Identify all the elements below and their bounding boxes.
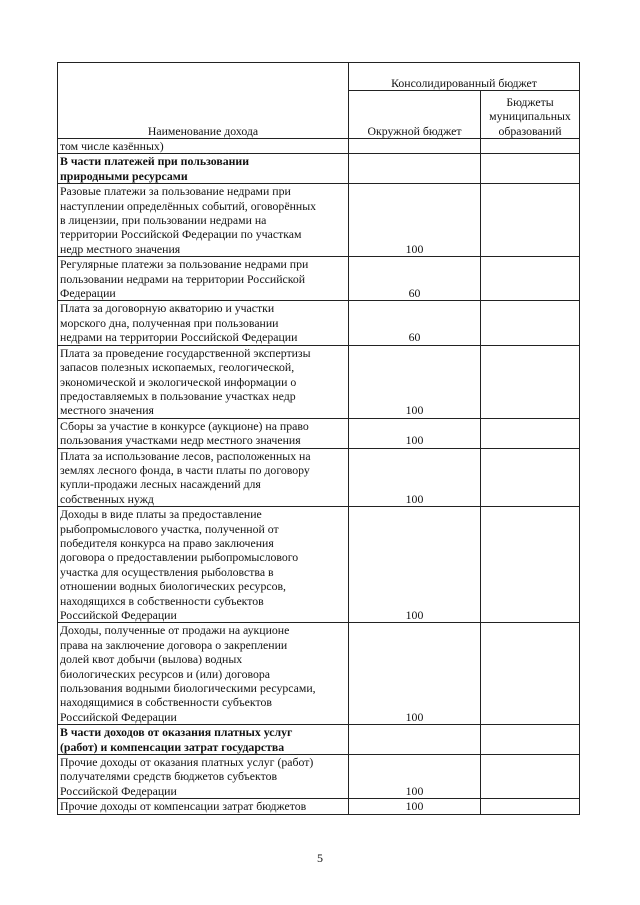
income-name-line: недр местного значения [60, 241, 181, 256]
income-name-line: Регулярные платежи за пользование недрами при [60, 257, 309, 272]
income-name-line: договора о предоставлении рыбопромыслового [60, 550, 299, 565]
header-consolidated: Консолидированный бюджет [349, 63, 580, 91]
income-name-line: Федерации [60, 286, 116, 301]
okrug-value: 100 [349, 755, 481, 799]
table-row [58, 418, 580, 448]
income-name-line: Доходы, полученные от продажи на аукционе [60, 623, 290, 638]
income-name-line: природными ресурсами [60, 168, 188, 183]
income-name-line: В части доходов от оказания платных услуг [60, 725, 293, 740]
income-name [58, 139, 349, 154]
okrug-value: 100 [349, 799, 481, 814]
income-name-line: Разовые платежи за пользование недрами при [60, 184, 291, 199]
income-name-line: пользования водными биологическими ресурсами, [60, 681, 316, 696]
okrug-value: 100 [349, 623, 481, 725]
section-title [58, 725, 349, 755]
income-name-line: экономической и экологической информации о [60, 374, 297, 389]
section-row [58, 154, 580, 184]
income-name-line: Российской Федерации [60, 783, 177, 798]
income-name-line: Доходы в виде платы за предоставление [60, 507, 262, 522]
income-name [58, 257, 349, 301]
municipal-value [481, 507, 580, 623]
budget-table [57, 62, 580, 815]
table-row [58, 257, 580, 301]
income-name-line: Плата за проведение государственной экспертизы [60, 345, 311, 360]
income-name-line: запасов полезных ископаемых, геологической, [60, 360, 295, 375]
municipal-value [481, 623, 580, 725]
municipal-value [481, 139, 580, 154]
income-name-line: Плата за договорную акваторию и участки [60, 301, 275, 316]
table-row [58, 184, 580, 257]
income-name-line: морского дна, полученная при пользовании [60, 315, 279, 330]
income-name-line: собственных нужд [60, 491, 154, 506]
header-okrug: Окружной бюджет [349, 91, 481, 139]
income-name-line: Российской Федерации [60, 608, 177, 622]
income-name-line: Сборы за участие в конкурсе (аукционе) на право [60, 418, 309, 433]
municipal-value [481, 301, 580, 345]
income-name-line: недрами на территории Российской Федерации [60, 330, 298, 345]
table-row [58, 755, 580, 799]
table-body [58, 63, 580, 815]
municipal-value [481, 257, 580, 301]
okrug-value: 60 [349, 301, 481, 345]
income-name-line: в лицензии, при пользовании недрами на [60, 213, 267, 228]
okrug-value [349, 154, 481, 184]
income-name-line: получателями средств бюджетов субъектов [60, 769, 278, 784]
table-row [58, 139, 580, 154]
income-name-line: Прочие доходы от компенсации затрат бюджетов [60, 799, 307, 814]
page-number: 5 [317, 851, 323, 865]
municipal-value [481, 725, 580, 755]
header-municipal [481, 91, 580, 139]
okrug-value: 100 [349, 448, 481, 507]
income-name-line: местного значения [60, 403, 154, 418]
income-name-line: Прочие доходы от оказания платных услуг (работ) [60, 755, 314, 770]
income-name-line: долей квот добычи (вылова) водных [60, 652, 243, 667]
income-name-line: участка для осуществления рыболовства в [60, 564, 274, 579]
municipal-value [481, 345, 580, 418]
table-row [58, 448, 580, 507]
header-municipal-line: Бюджеты [506, 94, 554, 109]
okrug-value [349, 725, 481, 755]
header-name: Наименование дохода [58, 63, 349, 139]
section-row [58, 725, 580, 755]
municipal-value [481, 448, 580, 507]
income-name-line: права на заключение договора о закреплении [60, 637, 288, 652]
income-name [58, 623, 349, 725]
income-name-line: Российской Федерации [60, 709, 177, 724]
income-name-line: Плата за использование лесов, расположенных на [60, 448, 311, 463]
table-row [58, 507, 580, 623]
income-name-line: территории Российской Федерации по участкам [60, 227, 302, 242]
income-name-line: находящихся в собственности субъектов [60, 593, 264, 608]
income-name-line: биологических ресурсов и (или) договора [60, 666, 270, 681]
income-name-line: наступлении определённых событий, оговорённых [60, 198, 317, 213]
okrug-value: 100 [349, 184, 481, 257]
income-name-line: (работ) и компенсации затрат государства [60, 739, 285, 754]
income-name-line: победителя конкурса на право заключения [60, 535, 274, 550]
income-name [58, 507, 349, 623]
income-name-line: пользования участками недр местного значения [60, 433, 301, 448]
income-name [58, 448, 349, 507]
okrug-value [349, 139, 481, 154]
header-row-1 [58, 63, 580, 91]
income-name [58, 301, 349, 345]
income-name [58, 345, 349, 418]
okrug-value: 100 [349, 418, 481, 448]
municipal-value [481, 755, 580, 799]
okrug-value: 60 [349, 257, 481, 301]
income-name-line: В части платежей при пользовании [60, 154, 250, 169]
header-municipal-line: муниципальных [489, 109, 571, 124]
section-title [58, 154, 349, 184]
income-name-line: купли-продажи лесных насаждений для [60, 477, 261, 492]
income-name-line: отношении водных биологических ресурсов, [60, 579, 287, 594]
income-name-line: находящимися в собственности субъектов [60, 695, 272, 710]
municipal-value [481, 799, 580, 814]
income-name [58, 418, 349, 448]
municipal-value [481, 154, 580, 184]
income-name-line: рыбопромыслового участка, полученной от [60, 521, 279, 536]
table-row [58, 345, 580, 418]
table-row [58, 799, 580, 814]
table-row [58, 301, 580, 345]
income-name-line: землях лесного фонда, в части платы по договору [60, 462, 310, 477]
income-name-line: предоставляемых в пользование участках недр [60, 388, 296, 403]
okrug-value: 100 [349, 507, 481, 623]
okrug-value: 100 [349, 345, 481, 418]
income-name [58, 755, 349, 799]
municipal-value [481, 184, 580, 257]
table-row [58, 623, 580, 725]
header-municipal-line: образований [498, 123, 562, 138]
municipal-value [481, 418, 580, 448]
income-name [58, 799, 349, 814]
income-name [58, 184, 349, 257]
income-name-line: пользовании недрами на территории Российской [60, 271, 306, 286]
income-name-line: том числе казённых) [60, 139, 164, 153]
